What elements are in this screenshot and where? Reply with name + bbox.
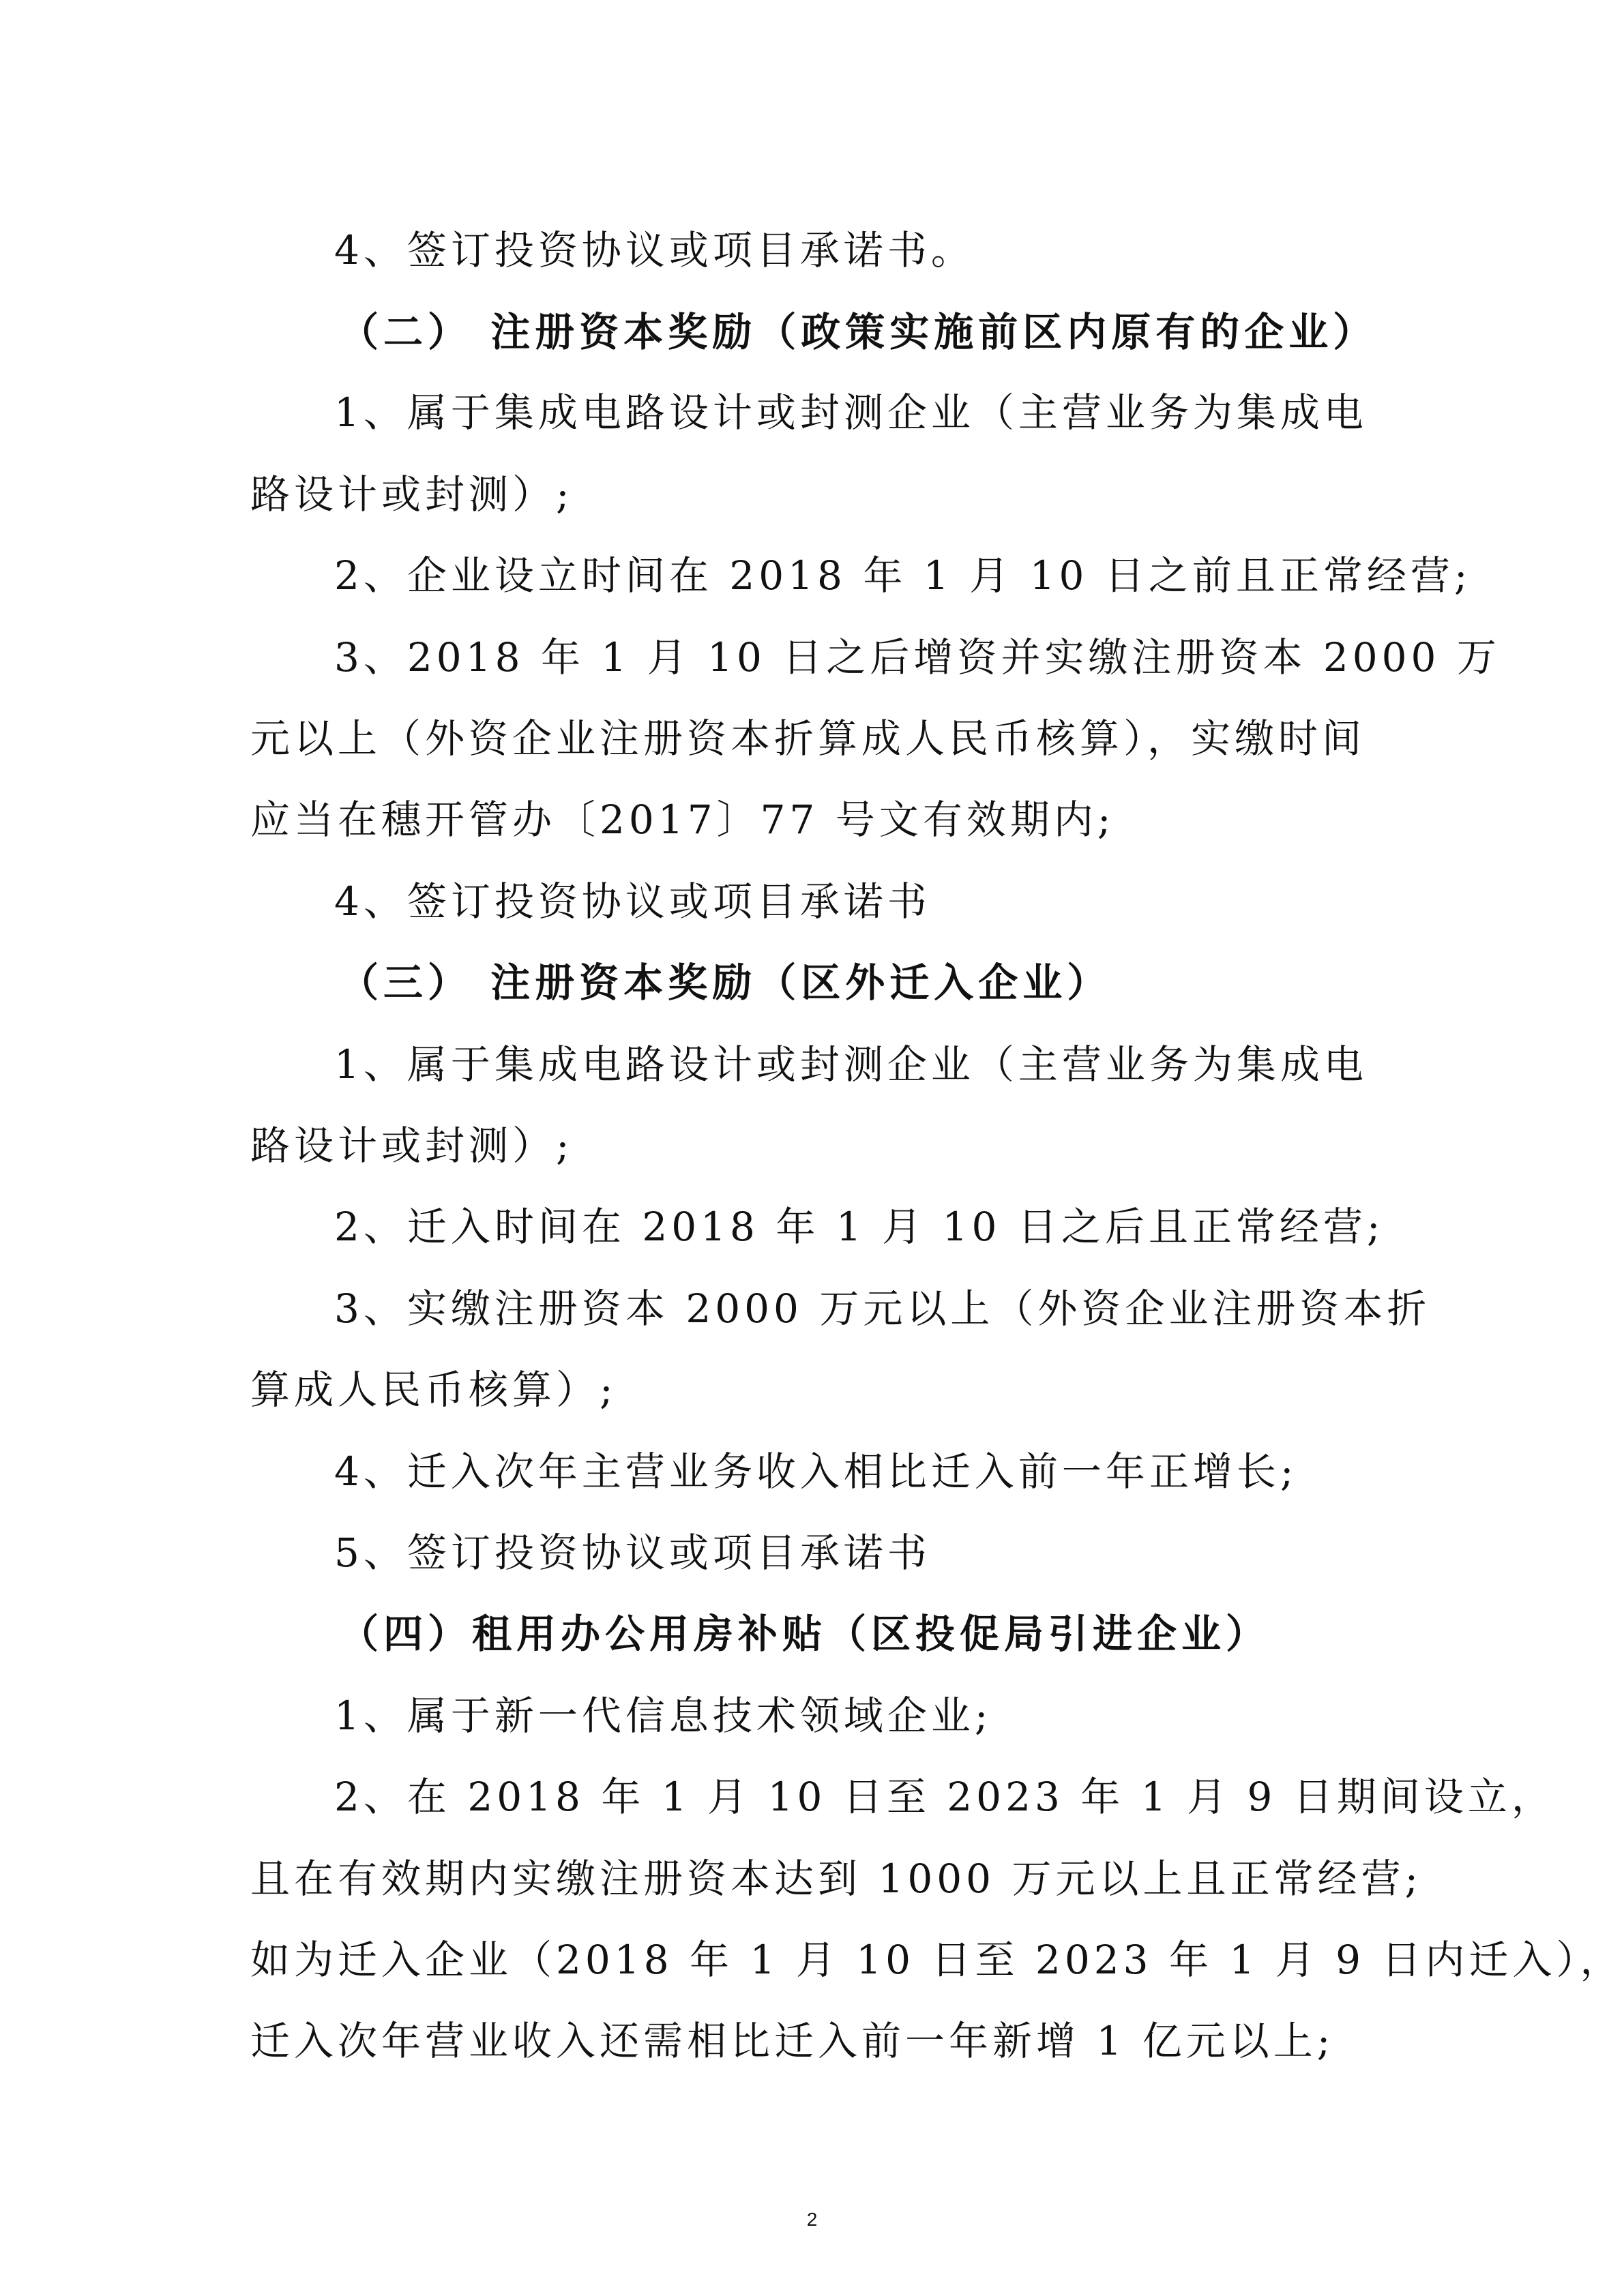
list-item-continuation: 且在有效期内实缴注册资本达到 1000 万元以上且正常经营; (250, 1855, 1423, 1902)
list-item: 2、在 2018 年 1 月 10 日至 2023 年 1 月 9 日期间设立， (334, 1774, 1555, 1820)
list-item-continuation: 应当在穗开管办〔2017〕77 号文有效期内; (250, 796, 1115, 843)
list-item: 5、签订投资协议或项目承诺书 (334, 1530, 931, 1576)
section-heading-3: （三） 注册资本奖励（区外迁入企业） (339, 959, 1112, 1006)
list-item-continuation: 元以上（外资企业注册资本折算成人民币核算），实缴时间 (250, 715, 1366, 762)
section-heading-2: （二） 注册资本奖励（政策实施前区内原有的企业） (339, 309, 1378, 355)
list-item: 4、迁入次年主营业务收入相比迁入前一年正增长; (334, 1448, 1298, 1495)
list-item: 1、属于集成电路设计或封测企业（主营业务为集成电 (334, 1041, 1368, 1088)
list-item-continuation: 路设计或封测）; (250, 1122, 574, 1169)
section-heading-4: （四）租用办公用房补贴（区投促局引进企业） (339, 1611, 1271, 1657)
list-item: 2、迁入时间在 2018 年 1 月 10 日之后且正常经营; (334, 1204, 1385, 1250)
list-item: 3、2018 年 1 月 10 日之后增资并实缴注册资本 2000 万 (334, 634, 1501, 681)
list-item-continuation: 算成人民币核算）; (250, 1367, 617, 1413)
list-item: 1、属于集成电路设计或封测企业（主营业务为集成电 (334, 389, 1368, 436)
list-item: 4、签订投资协议或项目承诺书 (334, 878, 931, 925)
list-item: 3、实缴注册资本 2000 万元以上（外资企业注册资本折 (334, 1285, 1431, 1332)
list-item: 4、签订投资协议或项目承诺书。 (334, 227, 975, 273)
page-number: 2 (806, 2209, 818, 2230)
list-item: 2、企业设立时间在 2018 年 1 月 10 日之前且正常经营; (334, 552, 1472, 599)
list-item-continuation: 如为迁入企业（2018 年 1 月 10 日至 2023 年 1 月 9 日内迁入）， (250, 1937, 1624, 1983)
list-item: 1、属于新一代信息技术领域企业; (334, 1693, 992, 1739)
list-item-continuation: 路设计或封测）; (250, 471, 574, 518)
list-item-continuation: 迁入次年营业收入还需相比迁入前一年新增 1 亿元以上; (250, 2018, 1335, 2064)
